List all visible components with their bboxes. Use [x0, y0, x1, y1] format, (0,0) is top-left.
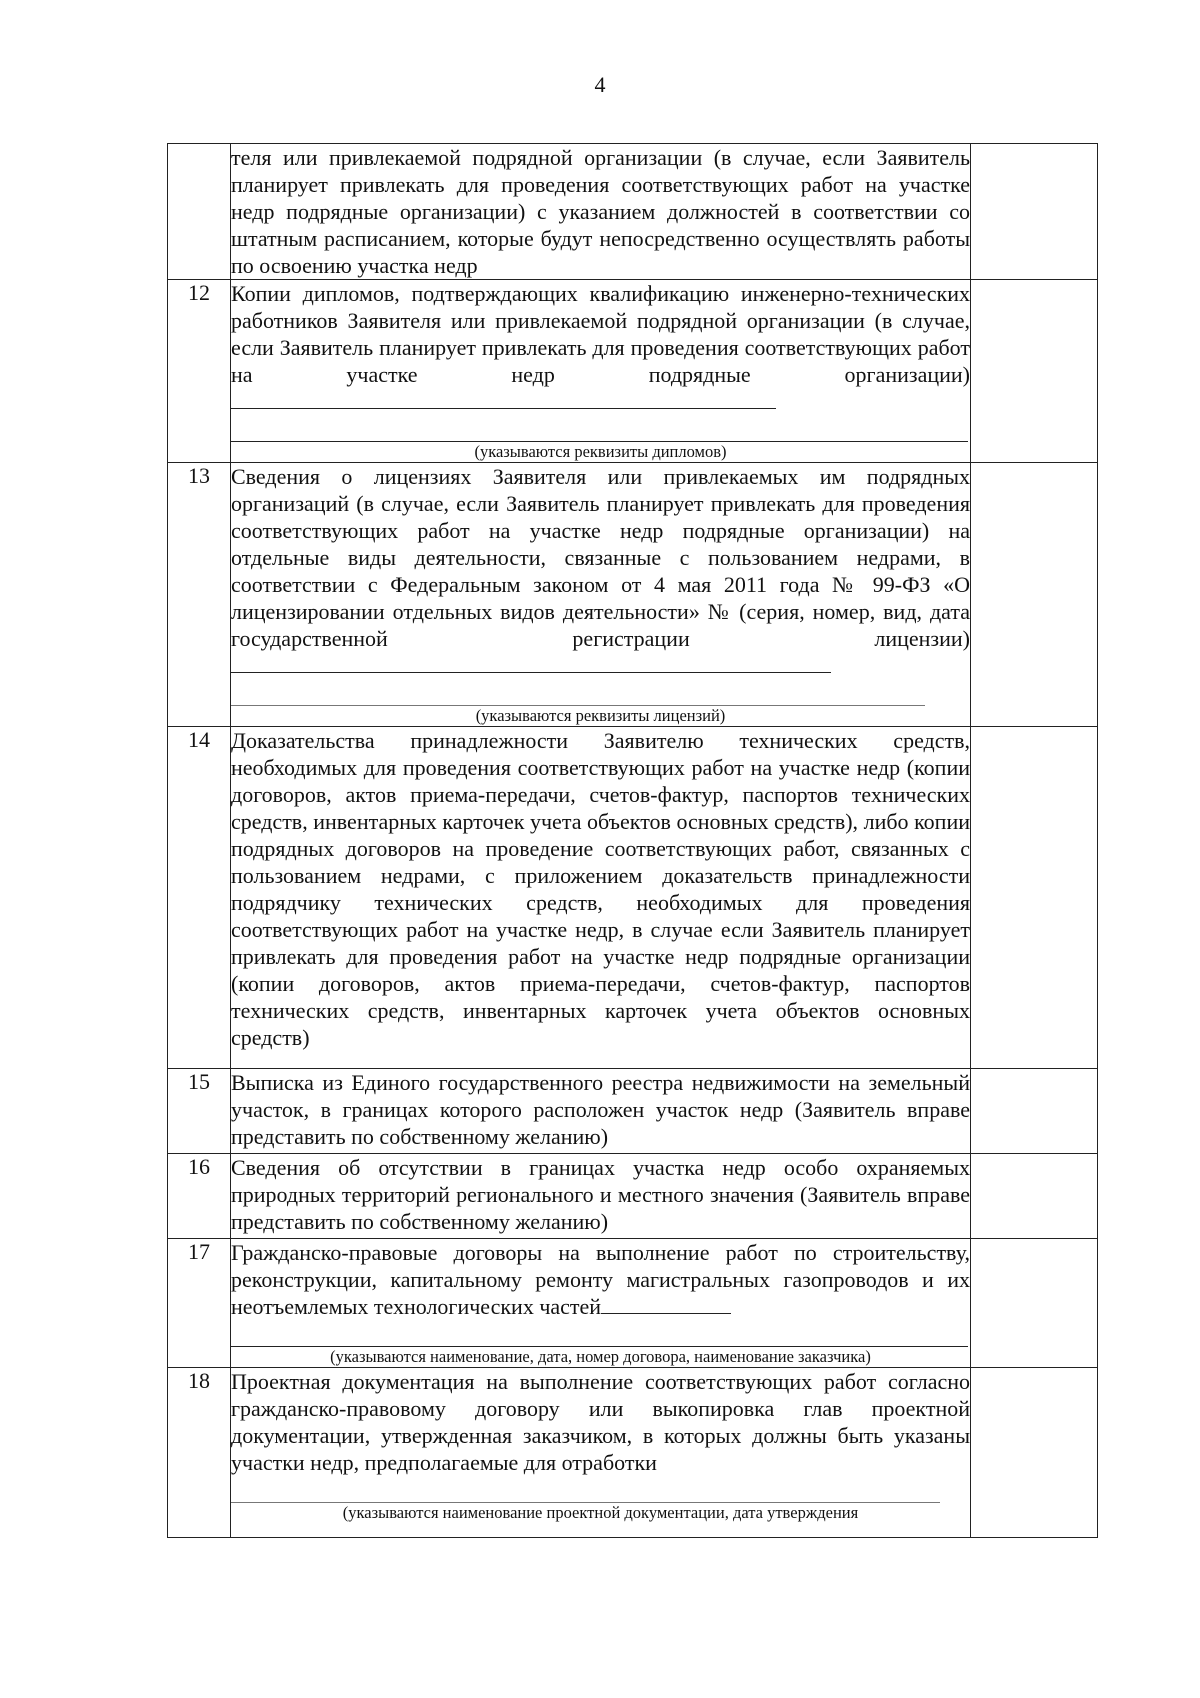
blank-line	[231, 1320, 968, 1347]
row-text-cell	[231, 463, 971, 727]
row-text-body: Копии дипломов, подтверждающих квалификацию инженерно-технических работников Заявителя или привлекаемой подрядной организации (в случае, если Заявитель планирует привлекать для проведения соответствующих работ на участке недр подрядные организации)	[231, 281, 970, 387]
page-number: 4	[594, 72, 606, 97]
table-row	[168, 1239, 1098, 1368]
row-text: Сведения об отсутствии в границах участка недр особо охраняемых природных территорий регионального и местного значения (Заявитель вправе представить по собственному желанию)	[231, 1155, 970, 1234]
row-text-cell	[231, 727, 971, 1069]
row-mark-cell	[971, 727, 1098, 1069]
row-mark-cell	[971, 1069, 1098, 1154]
blank-line	[231, 1476, 940, 1503]
row-number: 16	[168, 1154, 231, 1239]
row-mark-cell	[971, 463, 1098, 727]
table-row	[168, 463, 1098, 727]
documents-table	[167, 143, 1098, 1538]
row-text: Доказательства принадлежности Заявителю технических средств, необходимых для проведения соответствующих работ на участке недр (копии договоров, актов приема-передачи, счетов-фактур, паспортов технических средств, инвентарных карточек учета объектов основных средств), либо копии подрядных договоров на проведение соответствующих работ, связанных с пользованием недрами, с приложением доказательств принадлежности подрядчику технических средств, необходимых для проведения соответствующих работ на участке недр, в случае если Заявитель планирует привлекать для проведения работ на участке недр подрядные организации (копии договоров, актов приема-передачи, счетов-фактур, паспортов технических средств, инвентарных карточек учета объектов основных средств)	[231, 728, 970, 1050]
row-mark-cell	[971, 280, 1098, 463]
row-text: Выписка из Единого государственного реестра недвижимости на земельный участок, в границах которого расположен участок недр (Заявитель вправе представить по собственному желанию)	[231, 1070, 970, 1149]
table-row	[168, 1368, 1098, 1538]
row-number: 12	[168, 280, 231, 463]
fill-line	[231, 390, 776, 409]
row-text-cell	[231, 280, 971, 463]
row-caption: (указываются наименование проектной документации, дата утверждения	[342, 1503, 859, 1522]
row-text: Проектная документация на выполнение соответствующих работ согласно гражданско-правовому договору или выкопировка глав проектной документации, утвержденная заказчиком, в которых должны быть указаны участки недр, предполагаемые для отработки	[231, 1369, 970, 1475]
row-text-cell	[231, 1368, 971, 1538]
row-text-body: Гражданско-правовые договоры на выполнение работ по строительству, реконструкции, капитальному ремонту магистральных газопроводов и их неотъемлемых технологических частей	[231, 1240, 970, 1319]
row-caption: (указываются реквизиты дипломов)	[474, 442, 727, 461]
row-number: 15	[168, 1069, 231, 1154]
table-row	[168, 727, 1098, 1069]
row-text	[231, 1239, 970, 1320]
fill-line	[601, 1295, 731, 1314]
row-mark-cell	[971, 1154, 1098, 1239]
row-number: 17	[168, 1239, 231, 1368]
row-caption: (указываются реквизиты лицензий)	[475, 706, 726, 725]
row-number: 13	[168, 463, 231, 727]
row-text	[231, 280, 970, 415]
row-text-body: Сведения о лицензиях Заявителя или привлекаемых им подрядных организаций (в случае, если Заявитель планирует привлекать для проведения соответствующих работ на участке недр подрядные организации) на отдельные виды деятельности, связанные с пользованием недрами, в соответствии с Федеральным законом от 4 мая 2011 года № 99-ФЗ «О лицензировании отдельных видов деятельности» № (серия, номер, вид, дата государственной регистрации лицензии)	[231, 464, 970, 651]
row-number: 18	[168, 1368, 231, 1538]
row-text-cell	[231, 144, 971, 280]
table-row	[168, 280, 1098, 463]
row-caption: (указываются наименование, дата, номер договора, наименование заказчика)	[330, 1347, 871, 1366]
row-number: 14	[168, 727, 231, 1069]
row-text-cell	[231, 1239, 971, 1368]
row-text	[231, 463, 970, 679]
row-mark-cell	[971, 1368, 1098, 1538]
table-row	[168, 144, 1098, 280]
row-text-cell	[231, 1069, 971, 1154]
table-row	[168, 1154, 1098, 1239]
table-row	[168, 1069, 1098, 1154]
row-mark-cell	[971, 144, 1098, 280]
blank-line	[231, 679, 925, 706]
row-text-cell	[231, 1154, 971, 1239]
row-mark-cell	[971, 1239, 1098, 1368]
blank-line	[231, 415, 968, 442]
row-text: теля или привлекаемой подрядной организации (в случае, если Заявитель планирует привлекать для проведения соответствующих работ на участке недр подрядные организации) с указанием должностей в соответствии со штатным расписанием, которые будут непосредственно осуществлять работы по освоению участка недр	[231, 145, 970, 278]
row-number	[168, 144, 231, 280]
fill-line	[231, 654, 831, 673]
